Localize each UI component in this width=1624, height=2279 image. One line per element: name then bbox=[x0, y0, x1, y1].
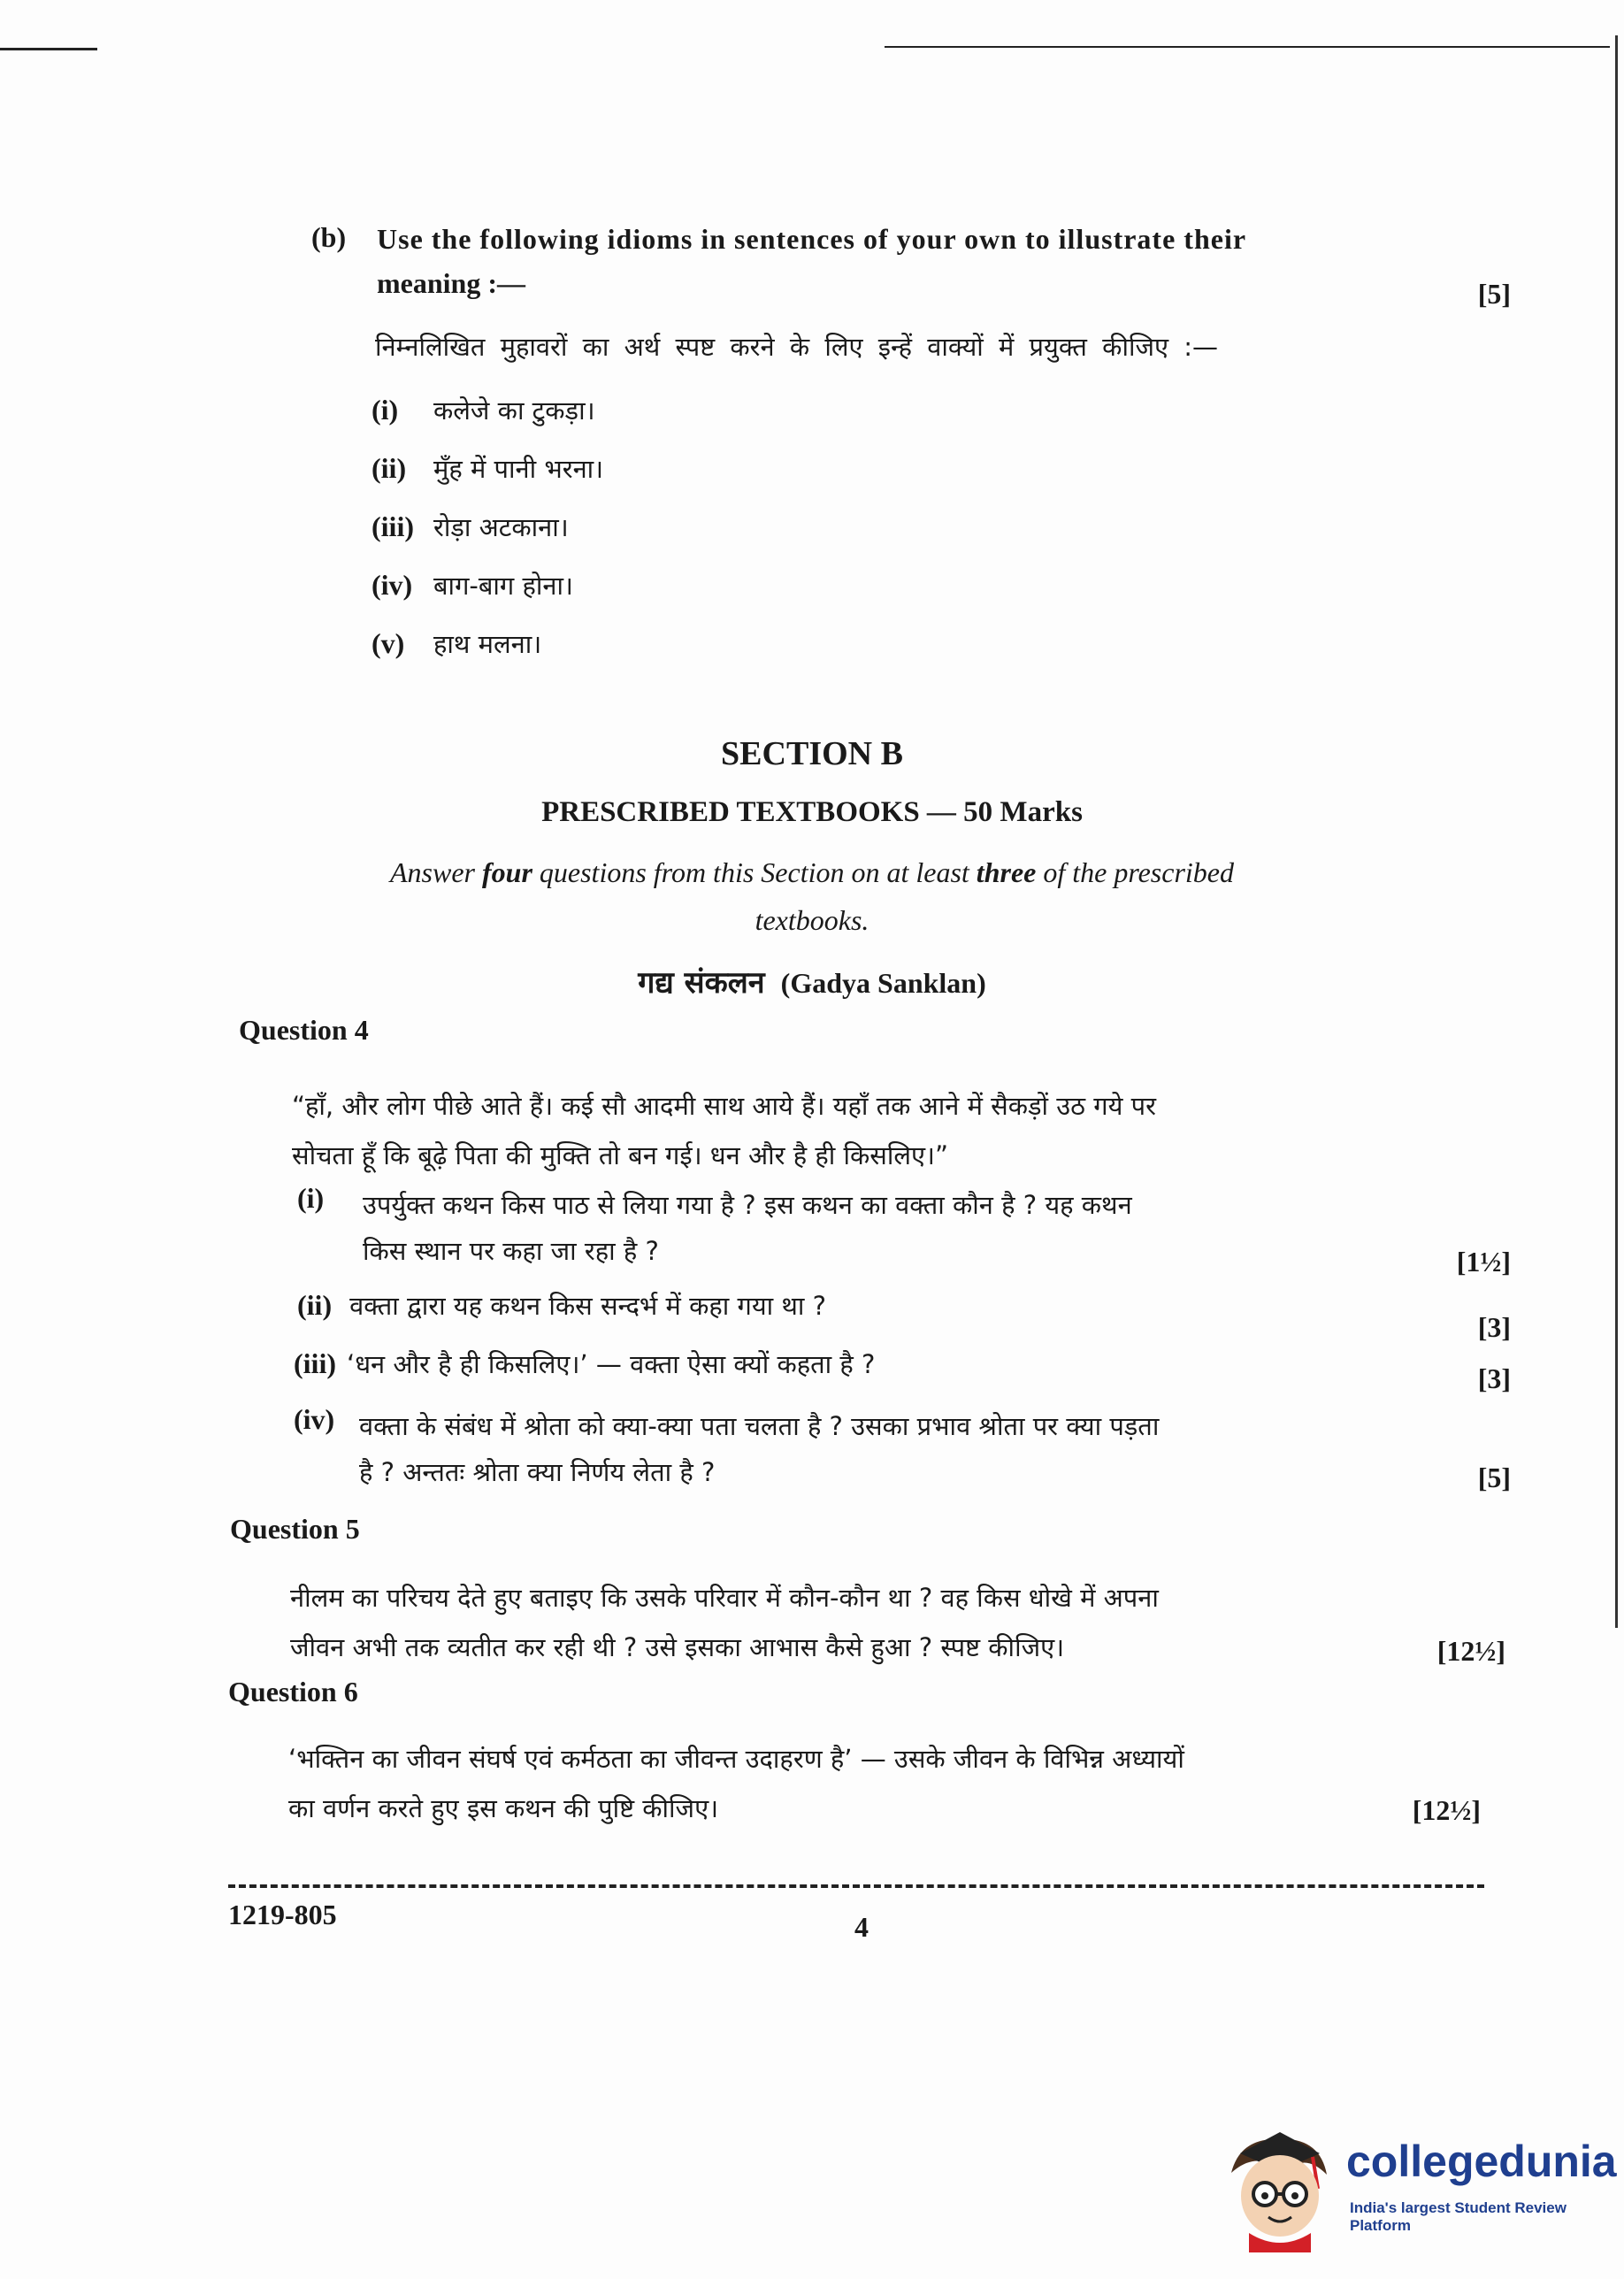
scan-edge-right bbox=[1615, 35, 1618, 1628]
q6-line: का वर्णन करते हुए इस कथन की पुष्टि कीजिए। bbox=[288, 1793, 719, 1823]
idiom-list bbox=[372, 380, 603, 672]
list-item bbox=[372, 439, 603, 497]
question-6-heading: Question 6 bbox=[228, 1676, 358, 1707]
list-item bbox=[372, 556, 603, 614]
part-b-hindi-instruction: निम्नलिखित मुहावरों का अर्थ स्पष्ट करने के लिए इन्हें वाक्यों में प्रयुक्त कीजिए :— bbox=[375, 332, 1219, 362]
section-title: SECTION B bbox=[721, 735, 903, 772]
sub-number: (ii) bbox=[297, 1289, 333, 1321]
collegedunia-logo bbox=[1214, 2120, 1617, 2252]
question-6-marks: [12½] bbox=[1412, 1794, 1481, 1826]
quote-line: सोचता हूँ कि बूढ़े पिता की मुक्ति तो बन गई। धन और है ही किसलिए।” bbox=[292, 1140, 949, 1170]
q5-line: नीलम का परिचय देते हुए बताइए कि उसके परिवार में कौन-कौन था ? वह किस धोखे में अपना bbox=[290, 1583, 1159, 1613]
q4-sub-iii bbox=[294, 1347, 875, 1381]
question-4-quote bbox=[292, 1081, 1486, 1180]
list-item bbox=[372, 614, 603, 672]
footer-code: 1219-805 bbox=[228, 1899, 337, 1930]
part-b-marks: [5] bbox=[1477, 278, 1511, 310]
sub-number: (i) bbox=[297, 1182, 325, 1214]
question-5-marks: [12½] bbox=[1436, 1635, 1505, 1667]
sub-number: (iii) bbox=[294, 1347, 336, 1379]
question-6-text bbox=[288, 1734, 1184, 1833]
idiom-text: मुँह में पानी भरना। bbox=[433, 453, 604, 484]
idiom-number: (v) bbox=[372, 626, 405, 659]
section-instruction: Answer four questions from this Section on at least three of the prescribed bbox=[389, 856, 1234, 888]
logo-tagline: India's largest Student Review Platform bbox=[1350, 2199, 1567, 2234]
idiom-text: हाथ मलना। bbox=[433, 628, 542, 659]
section-subtitle: PRESCRIBED TEXTBOOKS — 50 Marks bbox=[541, 796, 1083, 828]
mascot-icon bbox=[1214, 2120, 1346, 2252]
list-item bbox=[372, 497, 603, 556]
book-title-hindi: गद्य संकलन bbox=[638, 965, 765, 1001]
sub-text-line: है ? अन्ततः श्रोता क्या निर्णय लेता है ? bbox=[359, 1457, 716, 1487]
footer-divider bbox=[228, 1884, 1484, 1888]
idiom-text: रोड़ा अटकाना। bbox=[433, 511, 569, 542]
idiom-text: कलेजे का टुकड़ा। bbox=[433, 395, 595, 426]
part-b-instruction-line1: Use the following idioms in sentences of your own to illustrate their bbox=[377, 223, 1247, 255]
idiom-number: (iv) bbox=[372, 568, 413, 601]
idiom-number: (i) bbox=[372, 393, 399, 426]
sub-number: (iv) bbox=[294, 1403, 335, 1435]
idiom-number: (iii) bbox=[372, 510, 414, 542]
question-5-heading: Question 5 bbox=[230, 1513, 360, 1545]
scan-line-right bbox=[885, 46, 1610, 48]
question-4-heading: Question 4 bbox=[239, 1014, 369, 1046]
sub-text-line: वक्ता द्वारा यह कथन किस सन्दर्भ में कहा गया था ? bbox=[349, 1291, 827, 1321]
sub-text-line: वक्ता के संबंध में श्रोता को क्या-क्या पता चलता है ? उसका प्रभाव श्रोता पर क्या पड़ता bbox=[359, 1411, 1160, 1441]
part-b-instruction-line2: meaning :— bbox=[377, 267, 525, 299]
book-title bbox=[0, 961, 1624, 1001]
book-title-english: (Gadya Sanklan) bbox=[780, 967, 986, 999]
q4-sub-iii-marks: [3] bbox=[1477, 1362, 1511, 1394]
sub-text-line: उपर्युक्त कथन किस पाठ से लिया गया है ? इस कथन का वक्ता कौन है ? यह कथन bbox=[363, 1190, 1132, 1220]
q5-line: जीवन अभी तक व्यतीत कर रही थी ? उसे इसका आभास कैसे हुआ ? स्पष्ट कीजिए। bbox=[290, 1632, 1065, 1662]
q4-sub-ii bbox=[297, 1288, 826, 1323]
idiom-number: (ii) bbox=[372, 451, 407, 484]
q4-sub-ii-marks: [3] bbox=[1477, 1311, 1511, 1343]
q4-sub-iv-marks: [5] bbox=[1477, 1462, 1511, 1493]
section-instruction-line2: textbooks. bbox=[755, 904, 869, 936]
page-number: 4 bbox=[854, 1911, 869, 1943]
list-item bbox=[372, 380, 603, 439]
q6-line: ‘भक्तिन का जीवन संघर्ष एवं कर्मठता का जीवन्त उदाहरण है’ — उसके जीवन के विभिन्न अध्यायों bbox=[288, 1744, 1184, 1774]
quote-line: “हाँ, और लोग पीछे आते हैं। कई सौ आदमी साथ आये हैं। यहाँ तक आने में सैकड़ों उठ गये पर bbox=[292, 1091, 1156, 1121]
idiom-text: बाग-बाग होना। bbox=[433, 570, 573, 601]
scan-line-left bbox=[0, 48, 97, 50]
sub-text-line: ‘धन और है ही किसलिए।’ — वक्ता ऐसा क्यों कहता है ? bbox=[346, 1349, 876, 1379]
sub-text-line: किस स्थान पर कहा जा रहा है ? bbox=[363, 1236, 659, 1266]
q4-sub-i-marks: [1½] bbox=[1456, 1246, 1511, 1278]
logo-name: collegedunia bbox=[1346, 2137, 1617, 2186]
part-b-label: (b) bbox=[311, 221, 347, 253]
question-5-text bbox=[290, 1573, 1159, 1672]
